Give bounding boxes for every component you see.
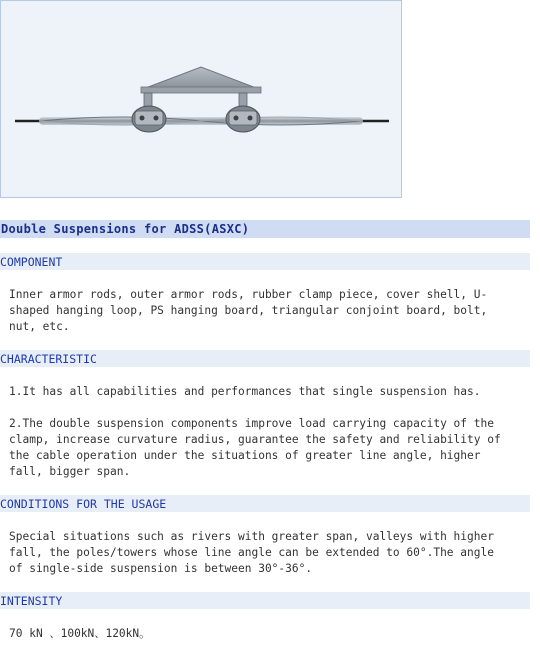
section-heading-component bbox=[0, 253, 530, 270]
section-heading-label: CHARACTERISTIC bbox=[0, 352, 97, 366]
section-heading-label: INTENSITY bbox=[0, 594, 63, 608]
section-heading-characteristic bbox=[0, 350, 530, 367]
right-clamp bbox=[226, 106, 260, 132]
intensity-text: 70 kN 、100kN、120kN。 bbox=[9, 627, 151, 640]
page-title: Double Suspensions for ADSS(ASXC) bbox=[1, 222, 250, 236]
component-text: Inner armor rods, outer armor rods, rubber clamp piece, cover shell, U-shaped hanging loop, PS hanging board, triangular conjoint board, bolt, nut, etc. bbox=[9, 288, 488, 333]
characteristic-point-2: 2.The double suspension components improve load carrying capacity of the clamp, increase curvature radius, guarantee the safety and reliability of the cable operation under the situations of greater line angle, higher fall, bigger span. bbox=[9, 417, 501, 478]
section-heading-label: COMPONENT bbox=[0, 255, 63, 269]
section-heading-label: CONDITIONS FOR THE USAGE bbox=[0, 497, 167, 511]
double-suspension-illustration bbox=[1, 1, 401, 197]
characteristic-point-1: 1.It has all capabilities and performances that single suspension has. bbox=[9, 385, 481, 398]
left-clamp bbox=[132, 106, 166, 132]
product-photo bbox=[0, 0, 402, 198]
section-heading-conditions bbox=[0, 495, 530, 512]
conditions-text: Special situations such as rivers with greater span, valleys with higher fall, the poles/towers whose line angle can be extended to 60°.The angle of single-side suspension is between 30°-36°. bbox=[9, 530, 494, 575]
section-heading-intensity bbox=[0, 592, 530, 609]
page-title-bar bbox=[0, 220, 530, 238]
